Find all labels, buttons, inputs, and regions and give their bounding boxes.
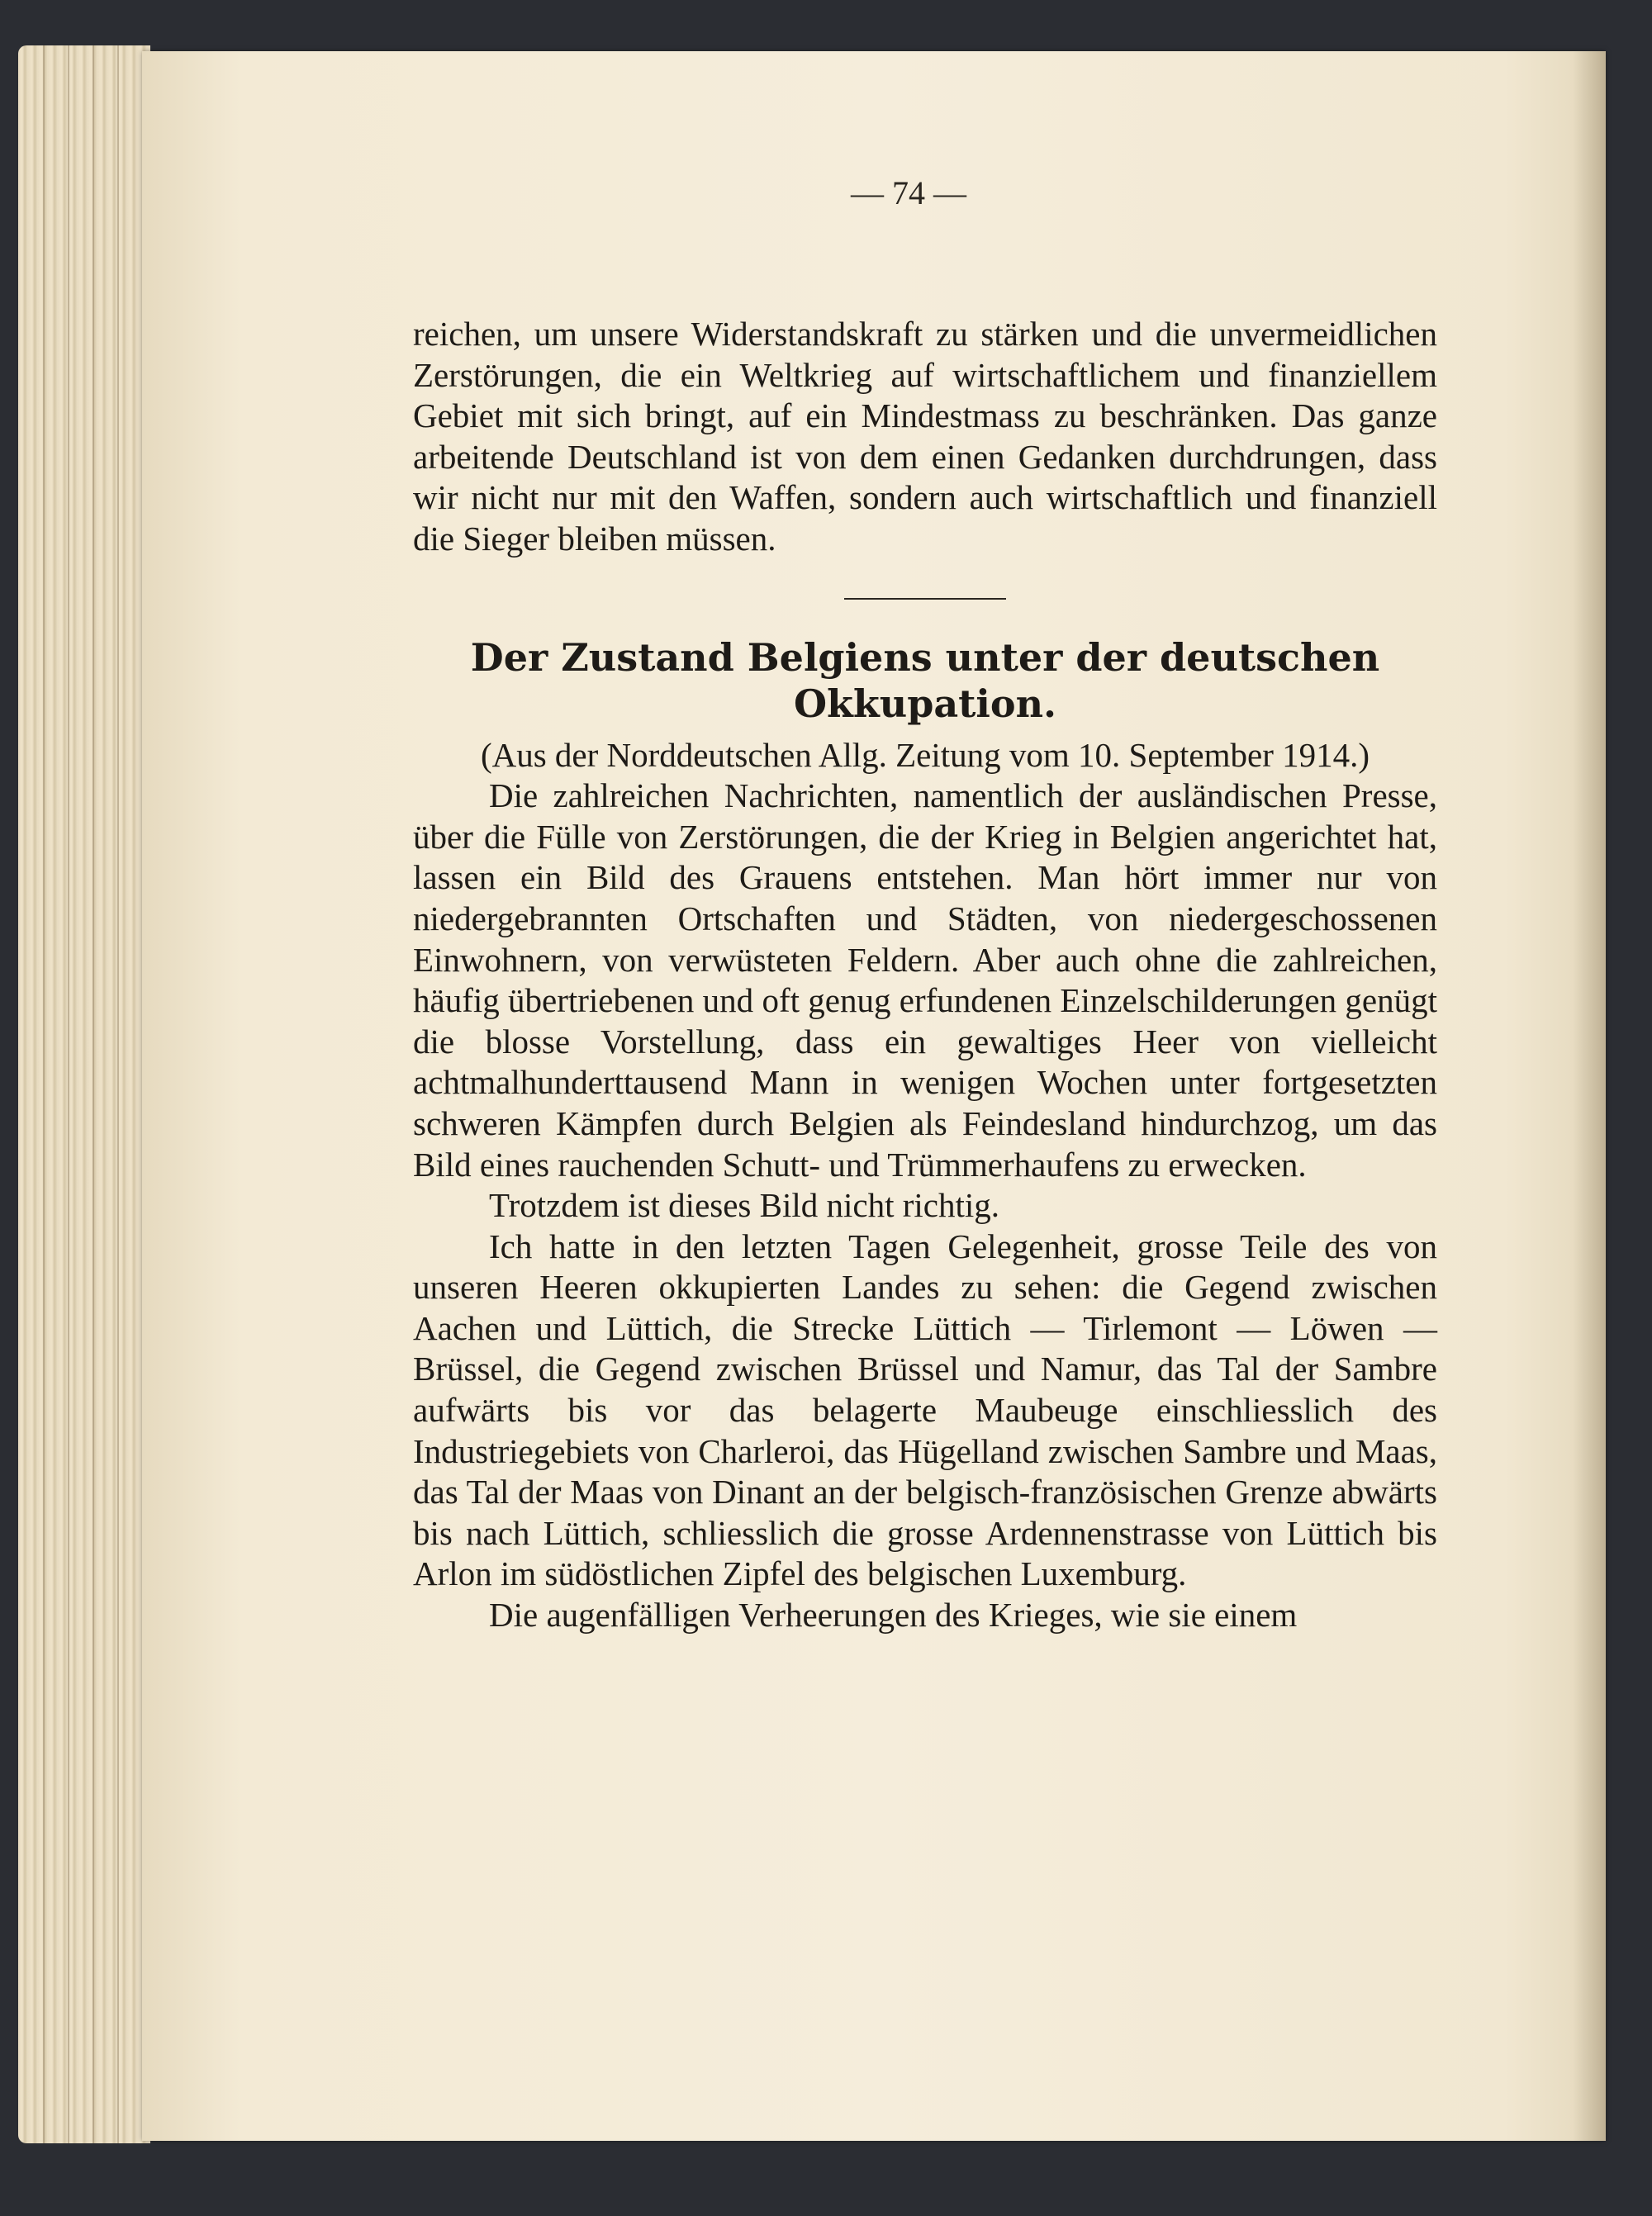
paragraph: Die zahlreichen Nachrichten, namentlich der ausländischen Presse, über die Fülle von Zerstörungen, die der Krieg in Belgien angerichtet hat, lassen ein Bild des Grauens entstehen. Man hört immer nur von niedergebrannten Ortschaften und Städten, von niedergeschossenen Einwohnern, von verwüsteten Feldern. Aber auch ohne die zahlreichen, häufig übertriebenen und oft genug erfundenen Einzelschilderungen genügt die blosse Vorstellung, dass ein gewaltiges Heer von vielleicht achtmalhunderttausend Mann in wenigen Wochen unter fortgesetzten schweren Kämpfen durch Belgien als Feindesland hindurchzog, um das Bild eines rauchenden Schutt- und Trümmerhaufens zu erwecken. <box>413 776 1437 1184</box>
source-line: (Aus der Norddeutschen Allg. Zeitung vom 10. September 1914.) <box>480 735 1370 774</box>
book-page-edges <box>18 45 150 2143</box>
page-number: — 74 — <box>851 174 966 211</box>
spine-shadow <box>1573 51 1606 2141</box>
intro-paragraph: reichen, um unsere Widerstandskraft zu stärken und die unvermeidlichen Zerstörungen, die ein Weltkrieg auf wirtschaftlichem und finanziellem Gebiet mit sich bringt, auf ein Mindestmass zu beschränken. Das ganze arbeitende Deutschland ist von dem einen Gedanken durchdrungen, dass wir nicht nur mit den Waffen, sondern auch wirtschaftlich und finanziell die Sieger bleiben müssen. <box>413 315 1437 558</box>
paragraph: Die augenfälligen Verheerungen des Krieges, wie sie einem <box>489 1596 1298 1635</box>
page-text <box>413 314 1437 1636</box>
section-title: Der Zustand Belgiens unter der deutschen Okkupation. <box>470 634 1380 726</box>
paragraph: Ich hatte in den letzten Tagen Gelegenheit, grosse Teile des von unseren Heeren okkupierten Landes zu sehen: die Gegend zwischen Aachen und Lüttich, die Strecke Lüttich — Tirlemont — Löwen — Brüssel, die Gegend zwischen Brüssel und Namur, das Tal der Sambre aufwärts bis vor das belagerte Maubeuge einschliesslich des Industriegebiets von Charleroi, das Hügelland zwischen Sambre und Maas, das Tal der Maas von Dinant an der belgisch-französischen Grenze abwärts bis nach Lüttich, schliesslich die grosse Ardennenstrasse von Lüttich bis Arlon im südöstlichen Zipfel des belgischen Luxemburg. <box>413 1227 1437 1593</box>
paragraph: Trotzdem ist dieses Bild nicht richtig. <box>489 1186 1000 1225</box>
section-divider <box>844 598 1006 600</box>
